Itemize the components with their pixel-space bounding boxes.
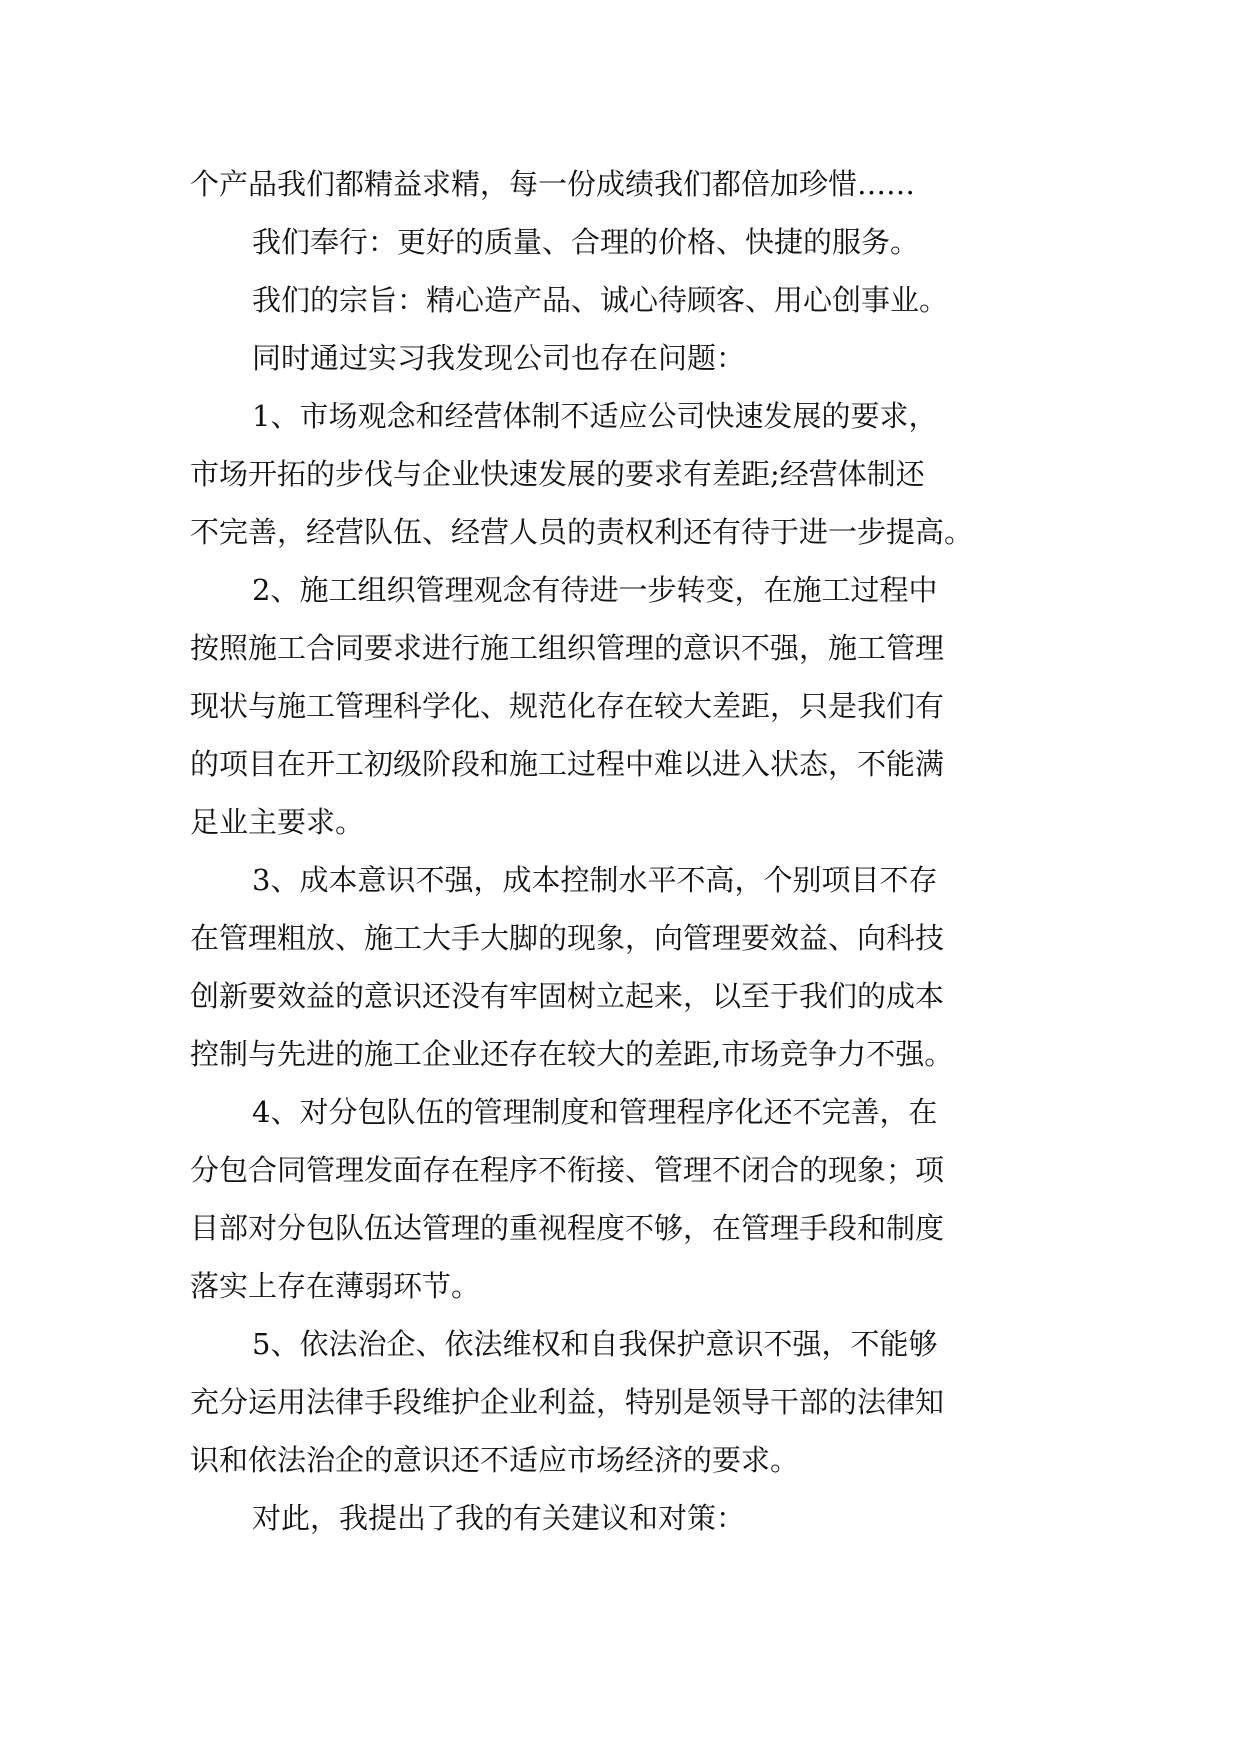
- text-line: 3、成本意识不强，成本控制水平不高，个别项目不存: [252, 863, 938, 897]
- text-line: 现状与施工管理科学化、规范化存在较大差距，只是我们有: [190, 689, 945, 723]
- text-line: 控制与先进的施工企业还存在较大的差距,市场竞争力不强。: [190, 1037, 954, 1071]
- text-line: 的项目在开工初级阶段和施工过程中难以进入状态，不能满: [190, 747, 945, 781]
- text-line: 我们奉行：更好的质量、合理的价格、快捷的服务。: [252, 225, 920, 259]
- text-line: 同时通过实习我发现公司也存在问题：: [252, 341, 746, 375]
- text-line: 5、依法治企、依法维权和自我保护意识不强，不能够: [252, 1327, 938, 1361]
- text-line: 4、对分包队伍的管理制度和管理程序化还不完善，在: [252, 1095, 938, 1129]
- text-line: 充分运用法律手段维护企业利益，特别是领导干部的法律知: [190, 1385, 945, 1419]
- text-line: 1、市场观念和经营体制不适应公司快速发展的要求，: [252, 399, 938, 433]
- text-line: 市场开拓的步伐与企业快速发展的要求有差距;经营体制还: [190, 457, 925, 491]
- text-line: 按照施工合同要求进行施工组织管理的意识不强，施工管理: [190, 631, 945, 665]
- text-line: 分包合同管理发面存在程序不衔接、管理不闭合的现象；项: [190, 1153, 945, 1187]
- text-line: 2、施工组织管理观念有待进一步转变，在施工过程中: [252, 573, 938, 607]
- text-line: 个产品我们都精益求精，每一份成绩我们都倍加珍惜……: [190, 167, 916, 201]
- text-line: 落实上存在薄弱环节。: [190, 1269, 481, 1303]
- text-line: 足业主要求。: [190, 805, 365, 839]
- text-line: 目部对分包队伍达管理的重视程度不够，在管理手段和制度: [190, 1211, 945, 1245]
- text-line: 创新要效益的意识还没有牢固树立起来，以至于我们的成本: [190, 979, 945, 1013]
- text-line: 在管理粗放、施工大手大脚的现象，向管理要效益、向科技: [190, 921, 945, 955]
- text-line: 我们的宗旨：精心造产品、诚心待顾客、用心创事业。: [252, 283, 949, 317]
- text-line: 不完善，经营队伍、经营人员的责权利还有待于进一步提高。: [190, 515, 974, 549]
- text-line: 对此，我提出了我的有关建议和对策：: [252, 1501, 746, 1535]
- text-line: 识和依法治企的意识还不适应市场经济的要求。: [190, 1443, 800, 1477]
